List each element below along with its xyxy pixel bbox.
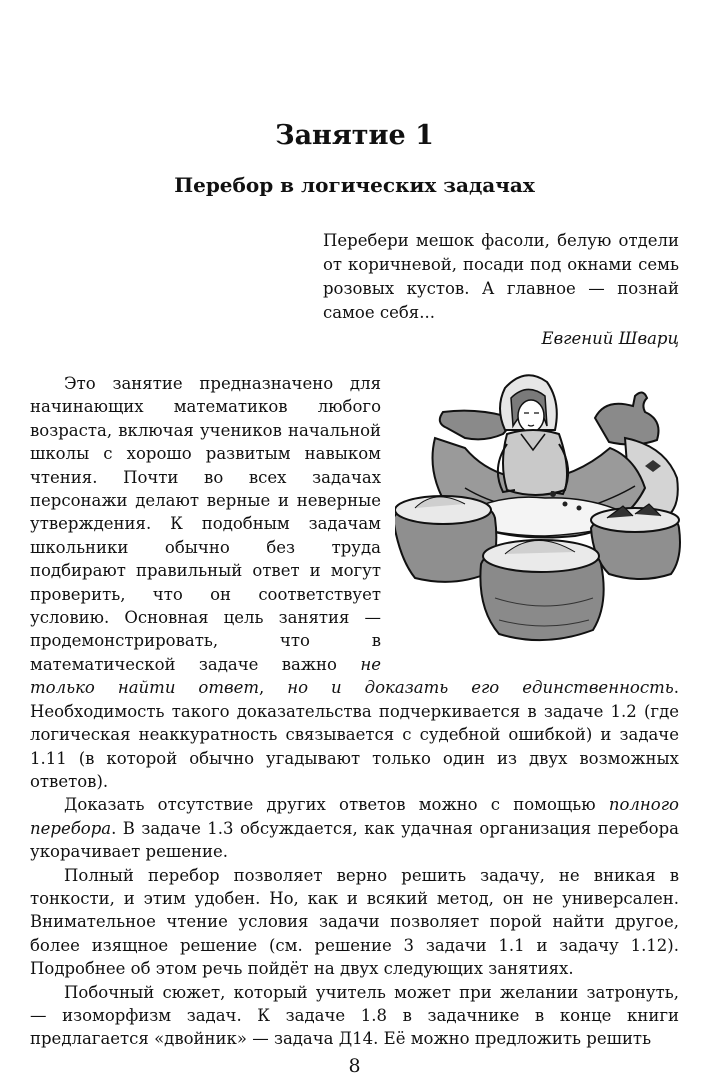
page-number: 8 — [348, 1055, 361, 1077]
paragraph-1: Это занятие предназначено для начинающих математиков любого возраста, включая учеников начальной школы с хорошо развитым навыком чтения. Почти во всех задачах персонажи делают верные и неверные утверждения. К подобным задачам школьники обычно без труда подбирают правильный ответ и могут проверить, что он соответствует условию. Основная цель занятия — продемонстрировать, что в математической задаче важно не только найти ответ, но и доказать его единственность. Необходимость такого доказательства подчеркивается в задаче 1.2 (где логическая неаккуратность связывается с судебной ошибкой) и задаче 1.11 (в которой обычно угадывают только один из двух возможных ответов). — [30, 374, 679, 791]
epigraph-text: Перебери мешок фасоли, белую отдели от коричневой, посади под окнами семь розовых кустов. А главное — познай самое себя... — [323, 231, 679, 322]
paragraph-2: Доказать отсутствие других ответов можно с помощью полного перебора. В задаче 1.3 обсуждается, как удачная организация перебора укорачивает решение. — [30, 795, 679, 862]
epigraph — [323, 229, 679, 351]
illustration-woman-sorting-beans — [395, 368, 687, 658]
body-text — [30, 372, 679, 1051]
epigraph-author: Евгений Шварц — [541, 329, 679, 348]
paragraph-3: Полный перебор позволяет верно решить задачу, не вникая в тонкости, и этим удобен. Но, как и всякий метод, он не универсален. Внимательное чтение условия задачи позволяет порой найти другое, более изящное решение (см. решение 3 задачи 1.1 и задачу 1.12). Подробнее об этом речь пойдёт на двух следующих занятиях. — [30, 865, 679, 979]
paragraph-4: Побочный сюжет, который учитель может при желании затронуть, — изоморфизм задач. К задаче 1.8 в задачнике в конце книги предлагается «двойник» — задача Д14. Её можно предложить решить — [30, 982, 679, 1049]
lesson-subtitle: Перебор в логических задачах — [174, 173, 535, 197]
lesson-title: Занятие 1 — [275, 120, 434, 151]
